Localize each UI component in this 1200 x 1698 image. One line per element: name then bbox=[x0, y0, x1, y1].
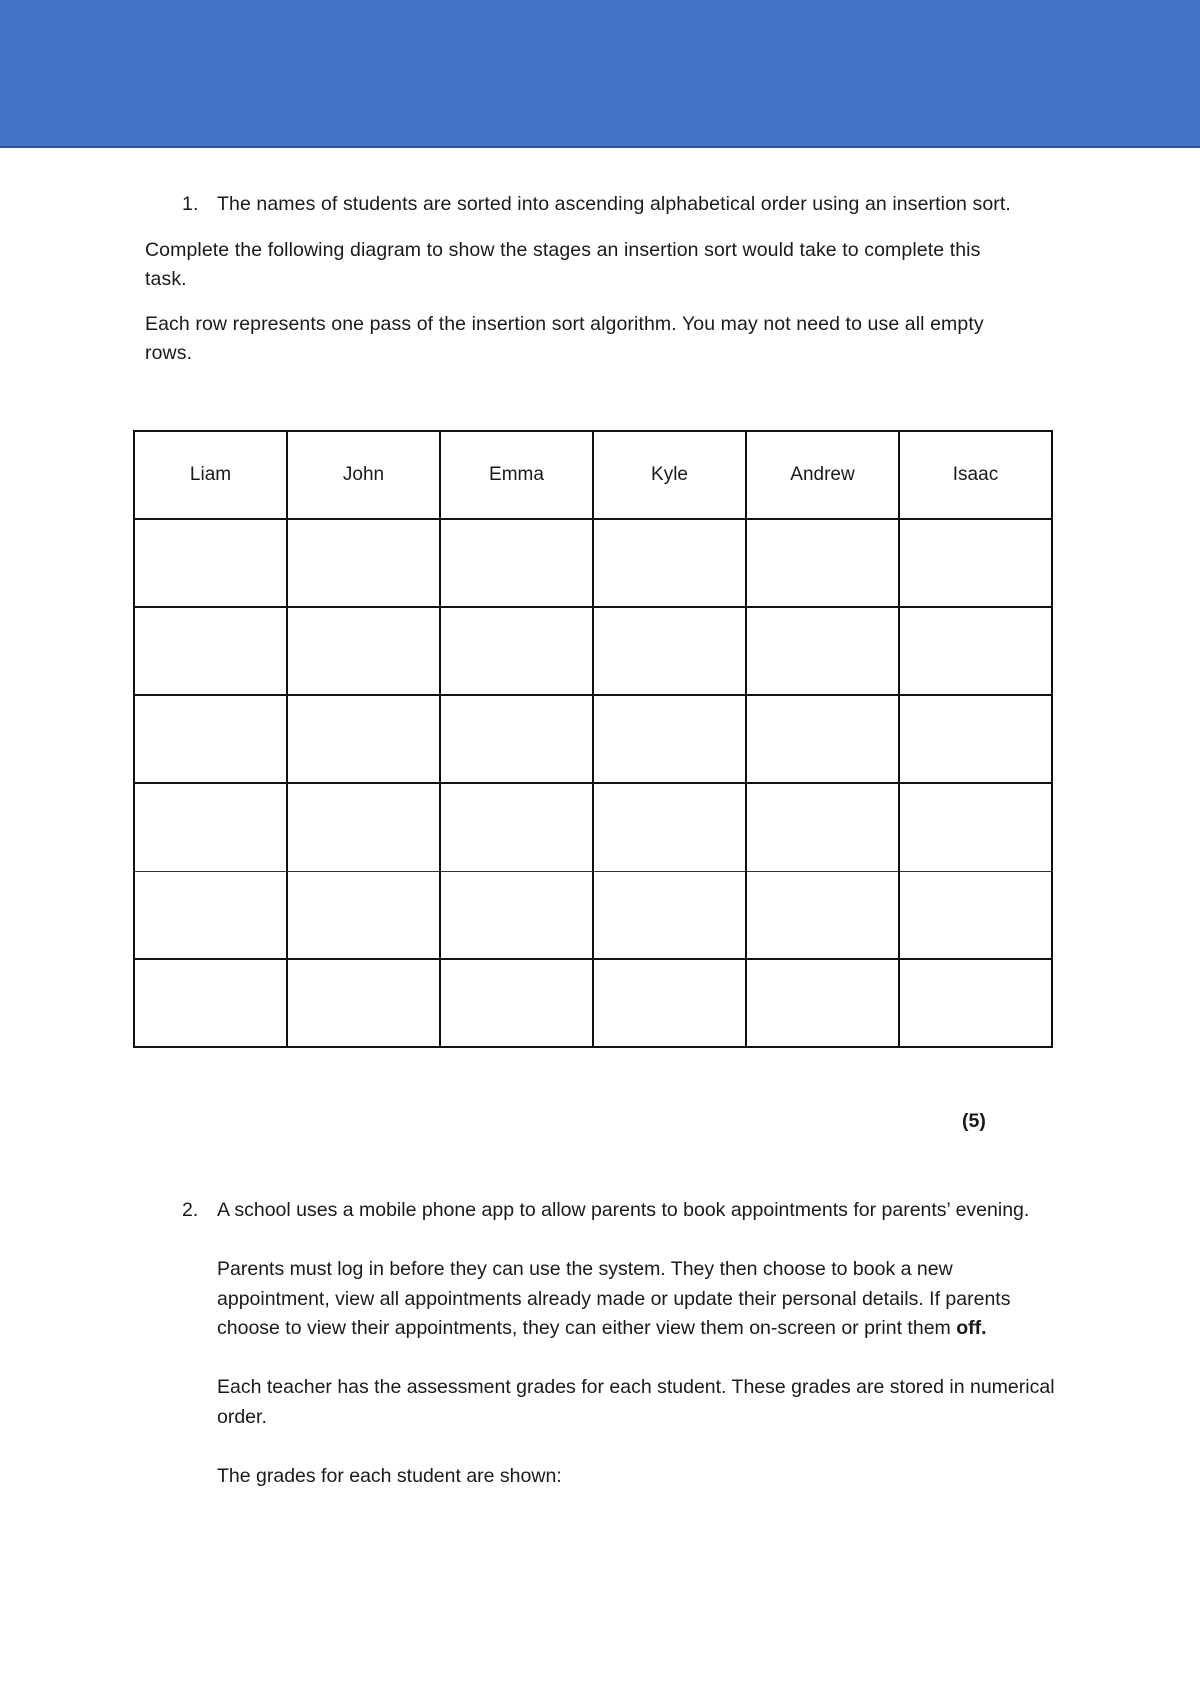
empty-answer-cell[interactable] bbox=[287, 783, 440, 871]
table-row-pass-6 bbox=[134, 959, 1052, 1047]
empty-answer-cell[interactable] bbox=[899, 783, 1052, 871]
table-row-pass-1 bbox=[134, 519, 1052, 607]
table-row-pass-5 bbox=[134, 871, 1052, 959]
question-1-marks: (5) bbox=[962, 1110, 986, 1132]
empty-answer-cell[interactable] bbox=[746, 519, 899, 607]
empty-answer-cell[interactable] bbox=[899, 519, 1052, 607]
insertion-sort-table bbox=[133, 430, 1053, 1048]
question-1-text: The names of students are sorted into ascending alphabetical order using an insertion sort. bbox=[217, 193, 1011, 215]
empty-answer-cell[interactable] bbox=[593, 607, 746, 695]
empty-answer-cell[interactable] bbox=[287, 959, 440, 1047]
empty-answer-cell[interactable] bbox=[134, 519, 287, 607]
empty-answer-cell[interactable] bbox=[134, 783, 287, 871]
empty-answer-cell[interactable] bbox=[899, 959, 1052, 1047]
empty-answer-cell[interactable] bbox=[746, 959, 899, 1047]
question-2-paragraph-2: Each teacher has the assessment grades for each student. These grades are stored in numerical order. bbox=[217, 1376, 1055, 1428]
empty-answer-cell[interactable] bbox=[440, 695, 593, 783]
empty-answer-cell[interactable] bbox=[746, 871, 899, 959]
table-row-pass-2 bbox=[134, 607, 1052, 695]
empty-answer-cell[interactable] bbox=[287, 607, 440, 695]
question-2-paragraph-1 bbox=[217, 1255, 1062, 1344]
table-row-pass-4 bbox=[134, 783, 1052, 871]
empty-answer-cell[interactable] bbox=[440, 959, 593, 1047]
empty-answer-cell[interactable] bbox=[593, 519, 746, 607]
table-cell: Kyle bbox=[593, 431, 746, 519]
empty-answer-cell[interactable] bbox=[593, 695, 746, 783]
empty-answer-cell[interactable] bbox=[134, 959, 287, 1047]
question-2-paragraph-3: The grades for each student are shown: bbox=[217, 1464, 562, 1487]
empty-answer-cell[interactable] bbox=[134, 695, 287, 783]
empty-answer-cell[interactable] bbox=[440, 783, 593, 871]
table-cell: Andrew bbox=[746, 431, 899, 519]
table-cell: Liam bbox=[134, 431, 287, 519]
empty-answer-cell[interactable] bbox=[899, 607, 1052, 695]
table-cell: Emma bbox=[440, 431, 593, 519]
question-2-number: 2. bbox=[182, 1199, 199, 1221]
table-row-pass-3 bbox=[134, 695, 1052, 783]
question-1-prompt bbox=[182, 190, 1082, 219]
empty-answer-cell[interactable] bbox=[287, 695, 440, 783]
empty-answer-cell[interactable] bbox=[440, 607, 593, 695]
empty-answer-cell[interactable] bbox=[746, 607, 899, 695]
question-1-instruction: Complete the following diagram to show the stages an insertion sort would take to complete this task. bbox=[145, 239, 981, 290]
empty-answer-cell[interactable] bbox=[134, 607, 287, 695]
question-1-rows-note: Each row represents one pass of the insertion sort algorithm. You may not need to use all empty rows. bbox=[145, 313, 984, 364]
empty-answer-cell[interactable] bbox=[440, 519, 593, 607]
question-2-paragraph-1-bold: off. bbox=[956, 1317, 987, 1339]
empty-answer-cell[interactable] bbox=[746, 695, 899, 783]
empty-answer-cell[interactable] bbox=[746, 783, 899, 871]
empty-answer-cell[interactable] bbox=[287, 519, 440, 607]
table-cell: John bbox=[287, 431, 440, 519]
empty-answer-cell[interactable] bbox=[593, 959, 746, 1047]
question-2 bbox=[182, 1196, 1062, 1491]
empty-answer-cell[interactable] bbox=[593, 871, 746, 959]
empty-answer-cell[interactable] bbox=[593, 783, 746, 871]
question-1-number: 1. bbox=[182, 193, 199, 215]
empty-answer-cell[interactable] bbox=[134, 871, 287, 959]
header-banner bbox=[0, 0, 1200, 148]
table-cell: Isaac bbox=[899, 431, 1052, 519]
table-row-initial bbox=[134, 431, 1052, 519]
empty-answer-cell[interactable] bbox=[287, 871, 440, 959]
question-2-paragraph-1-text: Parents must log in before they can use the system. They then choose to book a new appointment, view all appointments already made or update their personal details. If parents choose to view their appointments, they can either view them on-screen or print them bbox=[217, 1258, 1011, 1339]
empty-answer-cell[interactable] bbox=[440, 871, 593, 959]
question-2-intro: A school uses a mobile phone app to allow parents to book appointments for parents’ evening. bbox=[217, 1199, 1030, 1221]
empty-answer-cell[interactable] bbox=[899, 695, 1052, 783]
empty-answer-cell[interactable] bbox=[899, 871, 1052, 959]
